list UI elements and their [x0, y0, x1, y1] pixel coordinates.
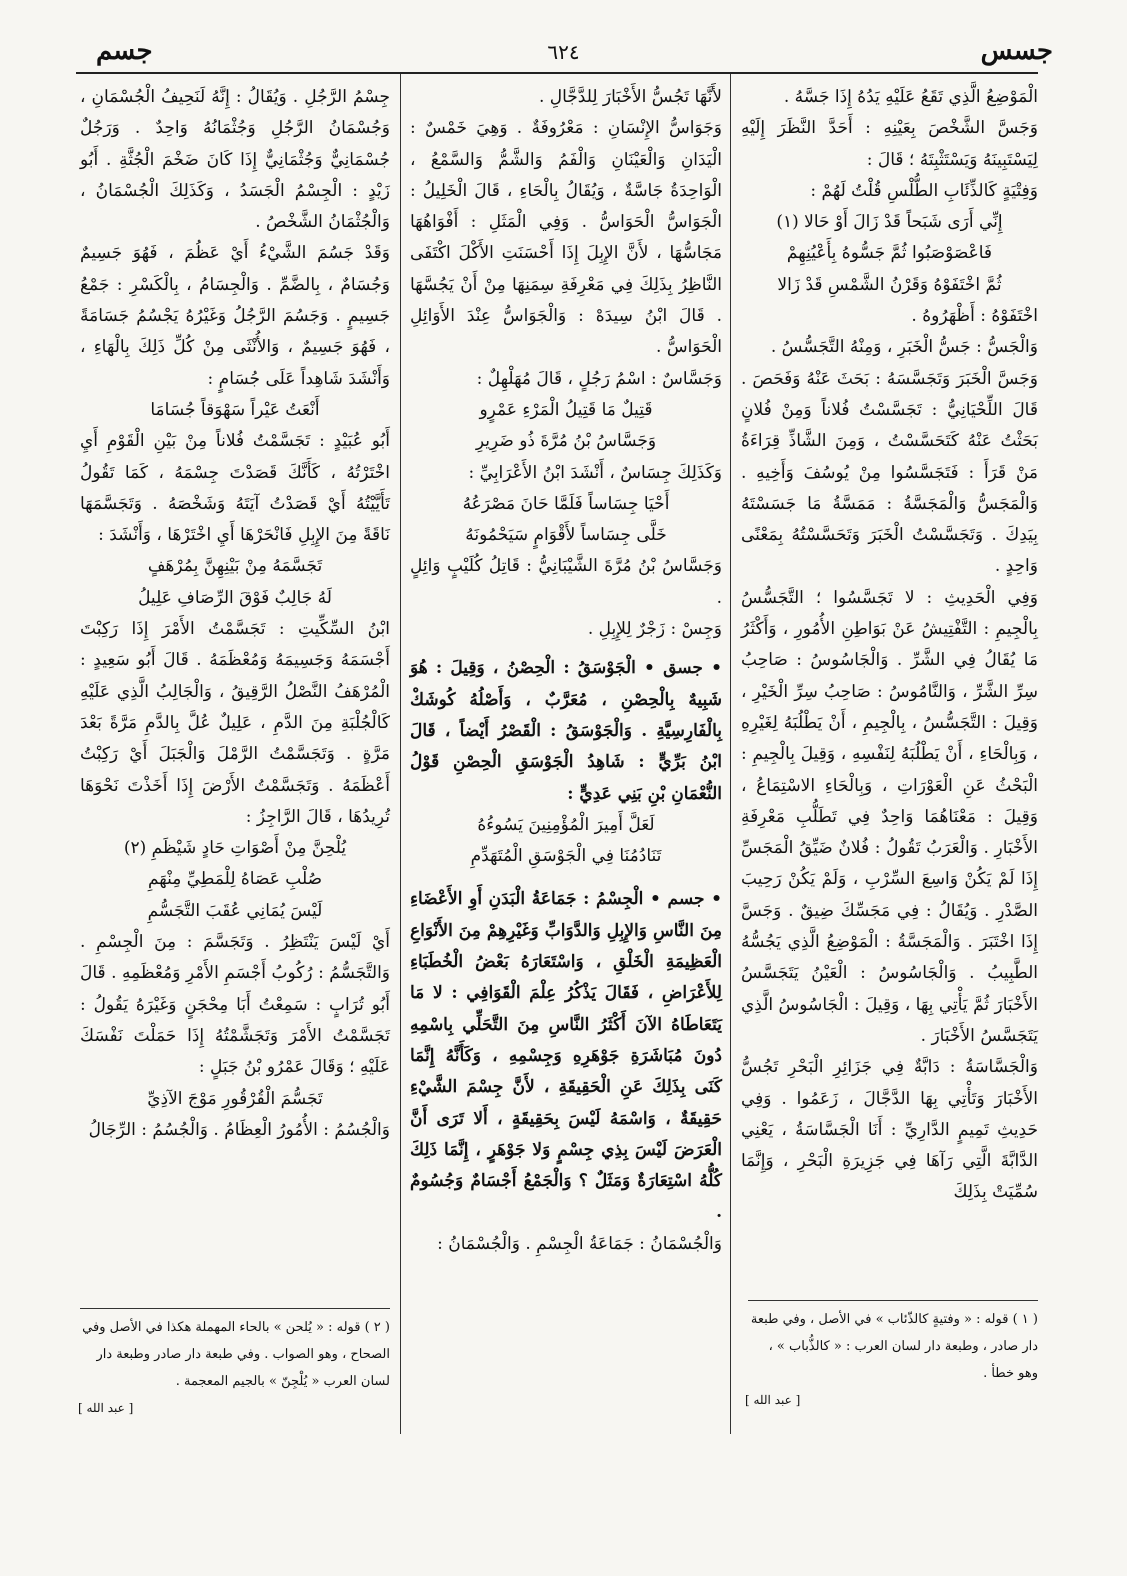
verse-line: أَنْعَتُ عَيْراً سَهْوَقاً جُسَامَا — [150, 399, 320, 420]
paragraph: ابْنُ السِّكِّيتِ : تَجَسَّمْتُ الأَمْرَ إِذَا رَكِبْتَ أَجْسَمَهُ وَجَسِيمَهُ وَمُعْظَمَهُ . قَالَ أَبُو سَعِيدٍ : الْمُرْهَفُ النَّصْلُ الرَّقِيقُ ، وَالْجَالِبُ الَّذِي عَلَيْهِ كَالْجُلْبَةِ مِنَ الدَّمِ ، عَلِيلٌ عُلَّ بِالدَّمِ مَرَّةً بَعْدَ مَرَّةٍ . وَتَجَسَّمْتُ الرَّمْلَ وَالْجَبَلَ أَيْ رَكِبْتُ أَعْظَمَهُ . وَتَجَسَّمْتُ الأَرْضَ إِذَا أَخَذْتَ نَحْوَهَا تُرِيدُهَا ، قَالَ الرَّاجِزُ : — [80, 619, 390, 827]
column-divider-left — [400, 74, 401, 1434]
header-root-word-left: جسم — [96, 36, 153, 66]
footnote-rule-left — [80, 1308, 390, 1309]
verse-line: ثُمَّ اخْتَفَوْهُ وَقَرْنُ الشَّمْسِ قَدْ زَالا — [777, 274, 1002, 295]
paragraph: وَفِي الْحَدِيثِ : لا تَجَسَّسُوا ؛ التَّجَسُّسُ بِالْجِيمِ : التَّفْتِيشُ عَنْ بَوَاطِنِ الأُمُورِ ، وَأَكْثَرُ مَا يُقَالُ فِي الشَّرِّ . وَالْجَاسُوسُ : صَاحِبُ سِرِّ الشَّرِّ ، وَالنَّامُوسُ : صَاحِبُ سِرِّ الْخَيْرِ ، وَقِيلَ : التَّجَسُّسُ ، بِالْجِيمِ ، أَنْ يَطْلُبَهُ لِغَيْرِهِ ، وَبِالْحَاءِ ، أَنْ يَطْلُبَهُ لِنَفْسِهِ ، وَقِيلَ بِالْجِيمِ : الْبَحْثُ عَنِ الْعَوْرَاتِ ، وَبِالْحَاءِ الاسْتِمَاعُ ، وَقِيلَ : مَعْنَاهُمَا وَاحِدٌ فِي تَطَلُّبِ مَعْرِفَةِ الأَخْبَارِ . وَالْعَرَبُ تَقُولُ : فُلانٌ ضَيِّقُ الْمَجَسِّ إِذَا لَمْ يَكُنْ وَاسِعَ السِّرْبِ ، وَلَمْ يَكُنْ رَحِيبَ الصَّدْرِ . وَيُقَالُ : فِي مَجَسِّكَ ضِيقٌ . وَجَسَّ إِذَا اخْتَبَرَ . وَالْمَجَسَّةُ : الْمَوْضِعُ الَّذِي يَجُسُّهُ الطَّبِيبُ . وَالْجَاسُوسُ : الْعَيْنُ يَتَجَسَّسُ الأَخْبَارَ ثُمَّ يَأْتِي بِهَا ، وَقِيلَ : الْجَاسُوسُ الَّذِي يَتَجَسَّسُ الأَخْبَارَ . — [741, 587, 1038, 1046]
column-right — [741, 82, 1038, 1209]
verse-line: يُلْحِنَّ مِنْ أَصْوَاتِ حَادٍ شَيْظَمِ (٢) — [123, 838, 347, 859]
header-root-word-right: جسس — [980, 36, 1053, 66]
verse-line: لَعَلَّ أَمِيرَ الْمُؤْمِنِينَ يَسُوءُهُ — [477, 814, 655, 835]
page-number: ٦٢٤ — [547, 40, 580, 64]
paragraph: وَالْجَسَّاسَةُ : دَابَّةٌ فِي جَزَائِرِ الْبَحْرِ تَجُسُّ الأَخْبَارَ وَتَأْتِي بِهَا الدَّجَّالَ ، زَعَمُوا . وَفِي حَدِيثِ تَمِيمٍ الدَّارِيِّ : أَنَا الْجَسَّاسَةُ ، يَعْنِي الدَّابَّةَ الَّتِي رَآهَا فِي جَزِيرَةِ الْبَحْرِ ، وَإِنَّمَا سُمِّيَتْ بِذَلِكَ — [741, 1057, 1038, 1203]
verse-line: تَنَادُمُنَا فِي الْجَوْسَقِ الْمُتَهَدِّمِ — [470, 846, 662, 867]
paragraph: اخْتَفَوْهُ : أَظْهَرُوهُ . — [911, 306, 1038, 327]
paragraph: وَجَسَّ الشَّخْصَ بِعَيْنِهِ : أَحَدَّ النَّظَرَ إِلَيْهِ لِيَسْتَبِينَهُ وَيَسْتَثْبِتَهُ ؛ قَالَ : — [741, 118, 1038, 170]
paragraph: جِسْمُ الرَّجُلِ . وَيُقَالُ : إِنَّهُ لَنَحِيفُ الْجُسْمَانِ ، وَجُسْمَانُ الرَّجُلِ وَجُثْمَانُهُ وَاحِدٌ . وَرَجُلٌ جُسْمَانِيٌّ وَجُثْمَانِيٌّ إِذَا كَانَ ضَخْمَ الْجُثَّةِ . أَبُو زَيْدٍ : الْجِسْمُ الْجَسَدُ ، وَكَذَلِكَ الْجُسْمَانُ ، وَالْجُثْمَانُ الشَّخْصُ . — [80, 87, 390, 233]
paragraph: وَكَذَلِكَ جِسَاسٌ ، أَنْشَدَ ابْنُ الأَعْرَابِيِّ : — [468, 462, 722, 483]
verse-line: خَلَّى جِسَاساً لأَقْوَامٍ سَيَحْمُونَهُ — [465, 525, 667, 546]
column-left — [80, 82, 390, 1146]
verse-line: وَجَسَّاسُ بْنُ مُرَّةَ ذُو ضَرِيرِ — [475, 431, 657, 452]
footnote-rule-right — [748, 1300, 1038, 1301]
verse-line: أَحْيَا جِسَاساً فَلَمَّا حَانَ مَصْرَعُهُ — [462, 493, 670, 514]
verse-line: تَجَسُّمَ الْقُرْقُورِ مَوْجَ الآذِيِّ — [147, 1088, 323, 1109]
verse-line: تَجَسَّمَهُ مِنْ بَيْنِهِنَّ بِمُرْهَفٍ — [147, 556, 323, 577]
footnote-text: ( ٢ ) قوله : « يُلحن » بالحاء المهملة هكذا في الأصل وفي الصحاح ، وهو الصواب . وفي طبعة دار صادر وطبعة دار لسان العرب « يُلْجِنّ » بالجيم المعجمة . — [82, 1320, 390, 1389]
footnote-right — [745, 1306, 1038, 1414]
paragraph: وَالْجُسْمَانُ : جَمَاعَةُ الْجِسْمِ . وَالْجُسْمَانُ : — [437, 1233, 722, 1254]
footnote-left — [78, 1314, 390, 1422]
verse-line: صُلْبِ عَصَاهُ لِلْمَطِيِّ مِنْهَمِ — [147, 869, 323, 890]
verse-line: قَتِيلٌ مَا قَتِيلُ الْمَرْءِ عَمْرٍو — [479, 399, 653, 420]
paragraph: وَجِسْ : زَجْرٌ لِلإِبِلِ . — [587, 619, 722, 640]
entry-jasaq: • جسق • الْجَوْسَقُ : الْحِصْنُ ، وَقِيلَ : هُوَ شَبِيهٌ بِالْحِصْنِ ، مُعَرَّبٌ ، وَأَصْلُهُ كُوشَكْ بِالْفَارِسِيَّةِ . وَالْجَوْسَقُ : الْقَصْرُ أَيْضاً ، قَالَ ابْنُ بَرِّيٍّ : شَاهِدُ الْجَوْسَقِ الْحِصْنِ قَوْلُ النُّعْمَانِ بْنِ بَنِي عَدِيٍّ : — [410, 658, 722, 804]
paragraph: وَقَدْ جَسُمَ الشَّيْءُ أَيْ عَظُمَ ، فَهُوَ جَسِيمٌ وَجُسَامٌ ، بِالضَّمِّ . وَالْجِسَامُ ، بِالْكَسْرِ : جَمْعُ جَسِيمٍ . وَجَسُمَ الرَّجُلُ وَغَيْرُهُ يَجْسُمُ جَسَامَةً ، فَهُوَ جَسِيمٌ ، وَالأُنْثَى مِنْ كُلِّ ذَلِكَ بِالْهَاءِ ، وَأَنْشَدَ شَاهِداً عَلَى جُسَامٍ : — [80, 243, 390, 389]
paragraph: الْمَوْضِعُ الَّذِي تَقَعُ عَلَيْهِ يَدُهُ إِذَا جَسَّهُ . — [783, 87, 1038, 107]
verse-line: إِنِّي أَرَى شَبَحاً قَدْ زَالَ أَوْ حَالا (١) — [776, 212, 1003, 233]
footnote-signature: [ عبد الله ] — [745, 1393, 801, 1407]
paragraph: وَجَوَاسُّ الإِنْسَانِ : مَعْرُوفَةٌ . وَهِيَ خَمْسٌ : الْيَدَانِ وَالْعَيْنَانِ وَالْفَمُ وَالشَّمُّ وَالسَّمْعُ ، الْوَاحِدَةُ جَاسَّةٌ ، وَيُقَالُ بِالْحَاءِ ، قَالَ الْخَلِيلُ : الْجَوَاسُّ الْحَوَاسُّ . وَفِي الْمَثَلِ : أَفْوَاهُهَا مَجَاسُّهَا ، لأَنَّ الإِبِلَ إِذَا أَحْسَنَتِ الأَكْلَ اكْتَفَى النَّاظِرُ بِذَلِكَ فِي مَعْرِفَةِ سِمَنِهَا مِنْ أَنْ يَجُسَّهَا . قَالَ ابْنُ سِيدَهْ : وَالْجَوَاسُّ عِنْدَ الأَوَائِلِ الْحَوَاسُّ . — [410, 118, 722, 358]
verse-line: لَهُ جَالِبٌ فَوْقَ الرِّصَافِ عَلِيلُ — [138, 587, 332, 608]
footnote-text: ( ١ ) قوله : « وفتيةٍ كالذّئاب » في الأصل ، وفي طبعة دار صادر ، وطبعة دار لسان العرب : « كالذُّباب » ، وهو خطأ . — [750, 1312, 1038, 1381]
column-middle — [410, 82, 722, 1260]
entry-jasam: • جسم • الْجِسْمُ : جَمَاعَةُ الْبَدَنِ أَوِ الأَعْضَاءِ مِنَ النَّاسِ وَالإِبِلِ وَالدَّوَابِّ وَغَيْرِهِمْ مِنَ الأَنْوَاعِ الْعَظِيمَةِ الْخَلْقِ ، وَاسْتَعَارَهُ بَعْضُ الْخُطَبَاءِ لِلأَعْرَاضِ ، فَقَالَ يَذْكُرُ عِلْمَ الْقَوَافِي : لا مَا يَتَعَاطَاهُ الآنَ أَكْثَرُ النَّاسِ مِنَ التَّحَلِّي بِاسْمِهِ دُونَ مُبَاشَرَةِ جَوْهَرِهِ وَجِسْمِهِ ، وَكَأَنَّهُ إِنَّمَا كَنَى بِذَلِكَ عَنِ الْحَقِيقَةِ ، لأَنَّ جِسْمَ الشَّيْءِ حَقِيقَةٌ ، وَاسْمَهُ لَيْسَ بِحَقِيقَةٍ ، أَلا تَرَى أَنَّ الْعَرَضَ لَيْسَ بِذِي جِسْمٍ وَلا جَوْهَرٍ ، إِنَّمَا ذَلِكَ كُلُّهُ اسْتِعَارَةٌ وَمَثَلٌ ؟ وَالْجَمْعُ أَجْسَامٌ وَجُسُومٌ . — [410, 889, 722, 1223]
paragraph: وَالْجُسُمُ : الأُمُورُ الْعِظَامُ . وَالْجُسُمُ : الرِّجَالُ — [88, 1119, 390, 1140]
paragraph: وَجَسَّ الْخَبَرَ وَتَجَسَّسَهُ : بَحَثَ عَنْهُ وَفَحَصَ . قَالَ اللِّحْيَانِيُّ : تَجَسَّسْتُ فُلاناً وَمِنْ فُلانٍ بَحَثْتُ عَنْهُ كَتَحَسَّسْتُ ، وَمِنَ الشَّاذِّ قِرَاءَةُ مَنْ قَرَأَ : فَتَجَسَّسُوا مِنْ يُوسُفَ وَأَخِيهِ . وَالْمَجَسُّ وَالْمَجَسَّةُ : مَمَسَّةُ مَا جَسَسْتَهُ بِيَدِكَ . وَتَجَسَّسْتُ الْخَبَرَ وَتَحَسَّسْتُهُ بِمَعْنًى وَاحِدٍ . — [741, 368, 1038, 577]
paragraph: وَالْجَسُّ : جَسُّ الْخَبَرِ ، وَمِنْهُ التَّجَسُّسُ . — [770, 337, 1038, 358]
column-divider-right — [730, 74, 731, 1434]
paragraph: وَفِتْيَةٍ كَالذِّئَابِ الطُّلْسِ قُلْتُ لَهُمْ : — [810, 180, 1038, 201]
paragraph: أَبُو عُبَيْدٍ : تَجَسَّمْتُ فُلاناً مِنْ بَيْنِ الْقَوْمِ أَيِ اخْتَرْتُهُ ، كَأَنَّكَ قَصَدْتَ جِسْمَهُ ، كَمَا تَقُولُ تَأَيَّيْتُهُ أَيْ قَصَدْتُ آيَتَهُ وَشَخْصَهُ . وَتَجَسَّمَهَا نَاقَةً مِنَ الإِبِلِ فَانْحَرْهَا أَيِ اخْتَرْهَا ، وَأَنْشَدَ : — [80, 431, 390, 546]
verse-line: لَيْسَ يُمَانِي عُقَبَ التَّجَسُّمِ — [147, 900, 323, 921]
header-rule — [76, 72, 1038, 74]
paragraph: وَجَسَّاسٌ : اسْمُ رَجُلٍ ، قَالَ مُهَلْهِلٌ : — [476, 368, 722, 389]
paragraph: لأَنَّهَا تَجُسُّ الأَخْبَارَ لِلدَّجَّالِ . — [538, 87, 722, 107]
footnote-signature: [ عبد الله ] — [78, 1401, 134, 1415]
verse-line: فَاعْصَوْصَبُوا ثُمَّ جَسُّوهُ بِأَعْيُنِهِمْ — [786, 243, 993, 264]
paragraph: وَجَسَّاسُ بْنُ مُرَّةَ الشَّيْبَانِيُّ : قَاتِلُ كُلَيْبٍ وَائِلٍ . — [410, 556, 722, 608]
paragraph: أَيْ لَيْسَ يَنْتَظِرُ . وَتَجَسَّمَ : مِنَ الْجِسْمِ . وَالتَّجَسُّمُ : رُكُوبُ أَجْسَمِ الأَمْرِ وَمُعْظَمِهِ . قَالَ أَبُو تُرَابٍ : سَمِعْتُ أَبَا مِحْجَنٍ وَغَيْرَهُ يَقُولُ : تَجَسَّمْتُ الأَمْرَ وَتَجَشَّمْتُهُ إِذَا حَمَلْتَ نَفْسَكَ عَلَيْهِ ؛ وَقَالَ عَمْرُو بْنُ جَبَلٍ : — [80, 932, 390, 1078]
